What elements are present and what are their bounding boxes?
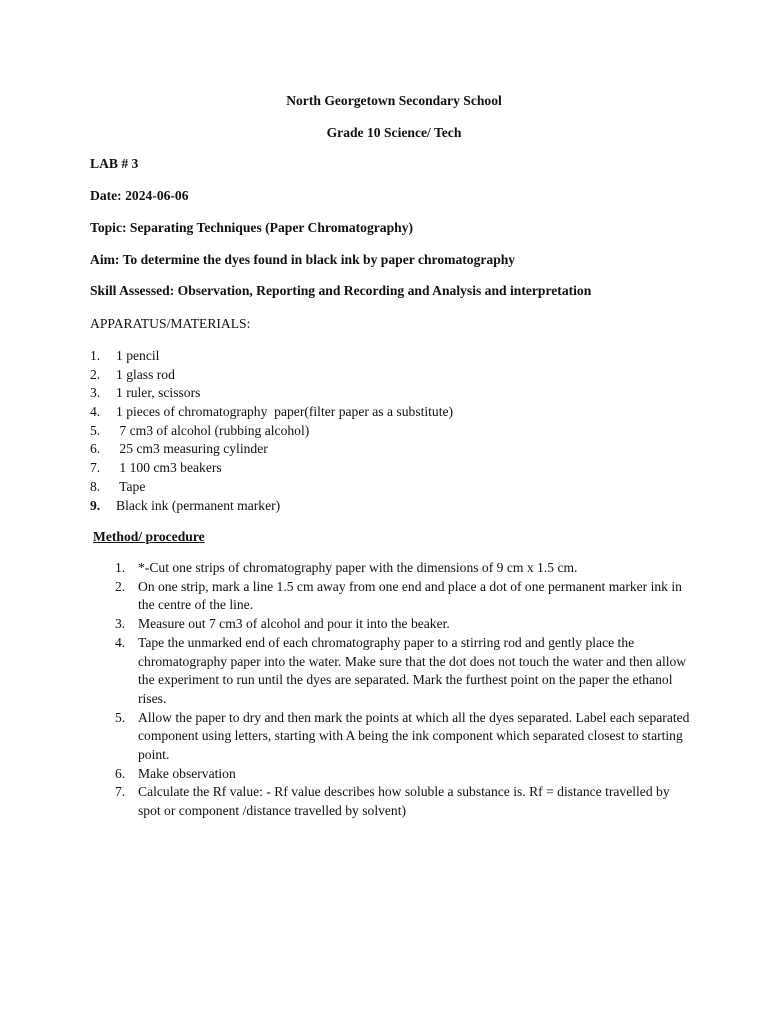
list-item [90, 384, 453, 403]
list-item-number: 7. [90, 460, 101, 476]
lab-date: Date: 2024-06-06 [90, 188, 189, 203]
apparatus-heading: APPARATUS/MATERIALS: [90, 316, 251, 331]
method-step-text: Allow the paper to dry and then mark the points at which all the dyes separated. Label each separated component using letters, starting with A being the ink component which separated closest to starting point. [138, 709, 690, 763]
method-step [115, 615, 695, 634]
list-item-number: 3. [90, 385, 101, 401]
grade-title: Grade 10 Science/ Tech [326, 125, 462, 140]
list-item [90, 459, 453, 478]
method-step-number: 7. [115, 784, 126, 800]
method-step-text: Calculate the Rf value: - Rf value describes how soluble a substance is. Rf = distance travelled by spot or component /distance travelled by solvent) [138, 784, 670, 819]
list-item [90, 440, 453, 459]
skill-assessed: Skill Assessed: Observation, Reporting and Recording and Analysis and interpretation [90, 283, 592, 298]
method-step-number: 1. [115, 560, 126, 575]
method-step [115, 634, 695, 709]
list-item-number: 5. [90, 422, 101, 438]
method-step [115, 765, 695, 784]
list-item-text: Black ink (permanent marker) [116, 497, 281, 513]
list-item-number: 9. [90, 497, 101, 513]
list-item-text: Tape [116, 478, 146, 494]
list-item-text: 1 ruler, scissors [116, 385, 201, 401]
list-item-text: 1 glass rod [116, 366, 175, 382]
method-step-number: 4. [115, 634, 126, 650]
apparatus-list [90, 347, 453, 515]
list-item [90, 497, 453, 516]
list-item-text: 25 cm3 measuring cylinder [116, 441, 268, 457]
list-item-text: 1 pencil [116, 348, 160, 363]
list-item-number: 1. [90, 348, 101, 363]
method-heading: Method/ procedure [93, 529, 205, 544]
method-step-text: Tape the unmarked end of each chromatography paper to a stirring rod and gently place the chromatography paper into the water. Make sure that the dot does not touch the water and then allow the experiment to run until the dyes are separated. Mark the furthest point on the paper the ethanol rises. [138, 634, 687, 706]
school-name: North Georgetown Secondary School [286, 93, 502, 108]
method-step-text: On one strip, mark a line 1.5 cm away from one end and place a dot of one permanent marker ink in the centre of the line. [138, 578, 682, 613]
method-step-text: Measure out 7 cm3 of alcohol and pour it into the beaker. [138, 616, 450, 632]
list-item-text: 7 cm3 of alcohol (rubbing alcohol) [116, 422, 310, 438]
lab-aim: Aim: To determine the dyes found in black ink by paper chromatography [90, 252, 516, 267]
list-item [90, 422, 453, 441]
list-item [90, 478, 453, 497]
lab-number: LAB # 3 [90, 156, 139, 171]
list-item-number: 6. [90, 441, 101, 457]
list-item [90, 347, 453, 366]
list-item-text: 1 pieces of chromatography paper(filter paper as a substitute) [116, 404, 454, 420]
method-step [115, 559, 695, 578]
method-step [115, 578, 695, 615]
method-step [115, 783, 695, 820]
list-item [90, 403, 453, 422]
list-item-number: 4. [90, 404, 101, 420]
list-item-number: 8. [90, 478, 101, 494]
method-step [115, 709, 695, 765]
method-steps-list [115, 559, 695, 821]
method-step-text: Make observation [138, 765, 236, 781]
method-step-number: 6. [115, 765, 126, 781]
method-step-number: 5. [115, 709, 126, 725]
method-step-number: 2. [115, 578, 126, 594]
list-item [90, 366, 453, 385]
list-item-number: 2. [90, 366, 101, 382]
method-step-text: *-Cut one strips of chromatography paper with the dimensions of 9 cm x 1.5 cm. [138, 560, 578, 575]
list-item-text: 1 100 cm3 beakers [116, 460, 222, 476]
method-step-number: 3. [115, 616, 126, 632]
lab-topic: Topic: Separating Techniques (Paper Chromatography) [90, 220, 414, 235]
